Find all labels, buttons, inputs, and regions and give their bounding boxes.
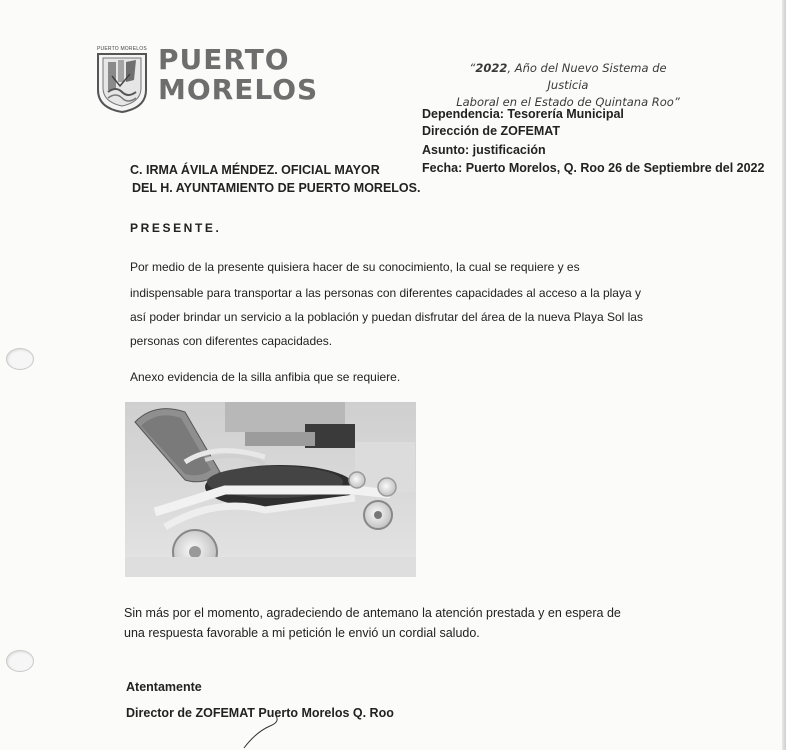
addressee-line-1: C. IRMA ÁVILA MÉNDEZ. OFICIAL MAYOR: [130, 163, 380, 177]
regards: Atentamente: [126, 680, 202, 694]
dependencia-line: Dependencia: Tesorería Municipal: [422, 107, 624, 121]
coat-of-arms-icon: [96, 46, 148, 114]
motto-open-quote: “: [469, 61, 476, 75]
motto-year: 2022: [475, 61, 508, 75]
addressee-line-2: DEL H. AYUNTAMIENTO DE PUERTO MORELOS.: [132, 181, 421, 195]
annex-line: Anexo evidencia de la silla anfibia que se requiere.: [130, 370, 401, 384]
body-line-3: así poder brindar un servicio a la población y puedan disfrutar del área de la nueva Playa Sol las: [130, 310, 643, 324]
direccion-line: Dirección de ZOFEMAT: [422, 124, 560, 138]
motto-line-2: Laboral en el Estado de Quintana Roo”: [456, 95, 680, 109]
scan-edge: [782, 0, 786, 750]
body-line-2: indispensable para transportar a las personas con diferentes capacidades al acceso a la playa y: [130, 286, 641, 300]
motto-line-1-rest: , Año del Nuevo Sistema de Justicia: [507, 61, 667, 92]
asunto-line: Asunto: justificación: [422, 143, 546, 157]
closing-line-1: Sin más por el momento, agradeciendo de antemano la atención prestada y en espera de: [124, 606, 621, 620]
year-motto: [448, 60, 688, 111]
salutation: PRESENTE.: [130, 221, 222, 235]
amphibious-chair-photo: [125, 402, 416, 577]
motto-line-1: [448, 60, 688, 94]
beach-wheelchair-image: [125, 402, 416, 577]
logo-tagline: PUERTO MORELOS: [97, 46, 147, 52]
fecha-line: Fecha: Puerto Morelos, Q. Roo 26 de Septiembre del 2022: [422, 161, 765, 175]
logo-word-morelos: MORELOS: [158, 73, 319, 106]
punch-hole-upper: [6, 348, 34, 370]
handwritten-signature-stroke: [236, 712, 296, 750]
logo-word-puerto: PUERTO: [158, 43, 290, 76]
closing-line-2: una respuesta favorable a mi petición le envió un cordial saludo.: [124, 626, 480, 640]
punch-hole-lower: [6, 650, 34, 672]
body-line-4: personas con diferentes capacidades.: [130, 334, 333, 348]
signer-title: Director de ZOFEMAT Puerto Morelos Q. Roo: [126, 706, 394, 720]
body-line-1: Por medio de la presente quisiera hacer de su conocimiento, la cual se requiere y es: [130, 260, 580, 274]
